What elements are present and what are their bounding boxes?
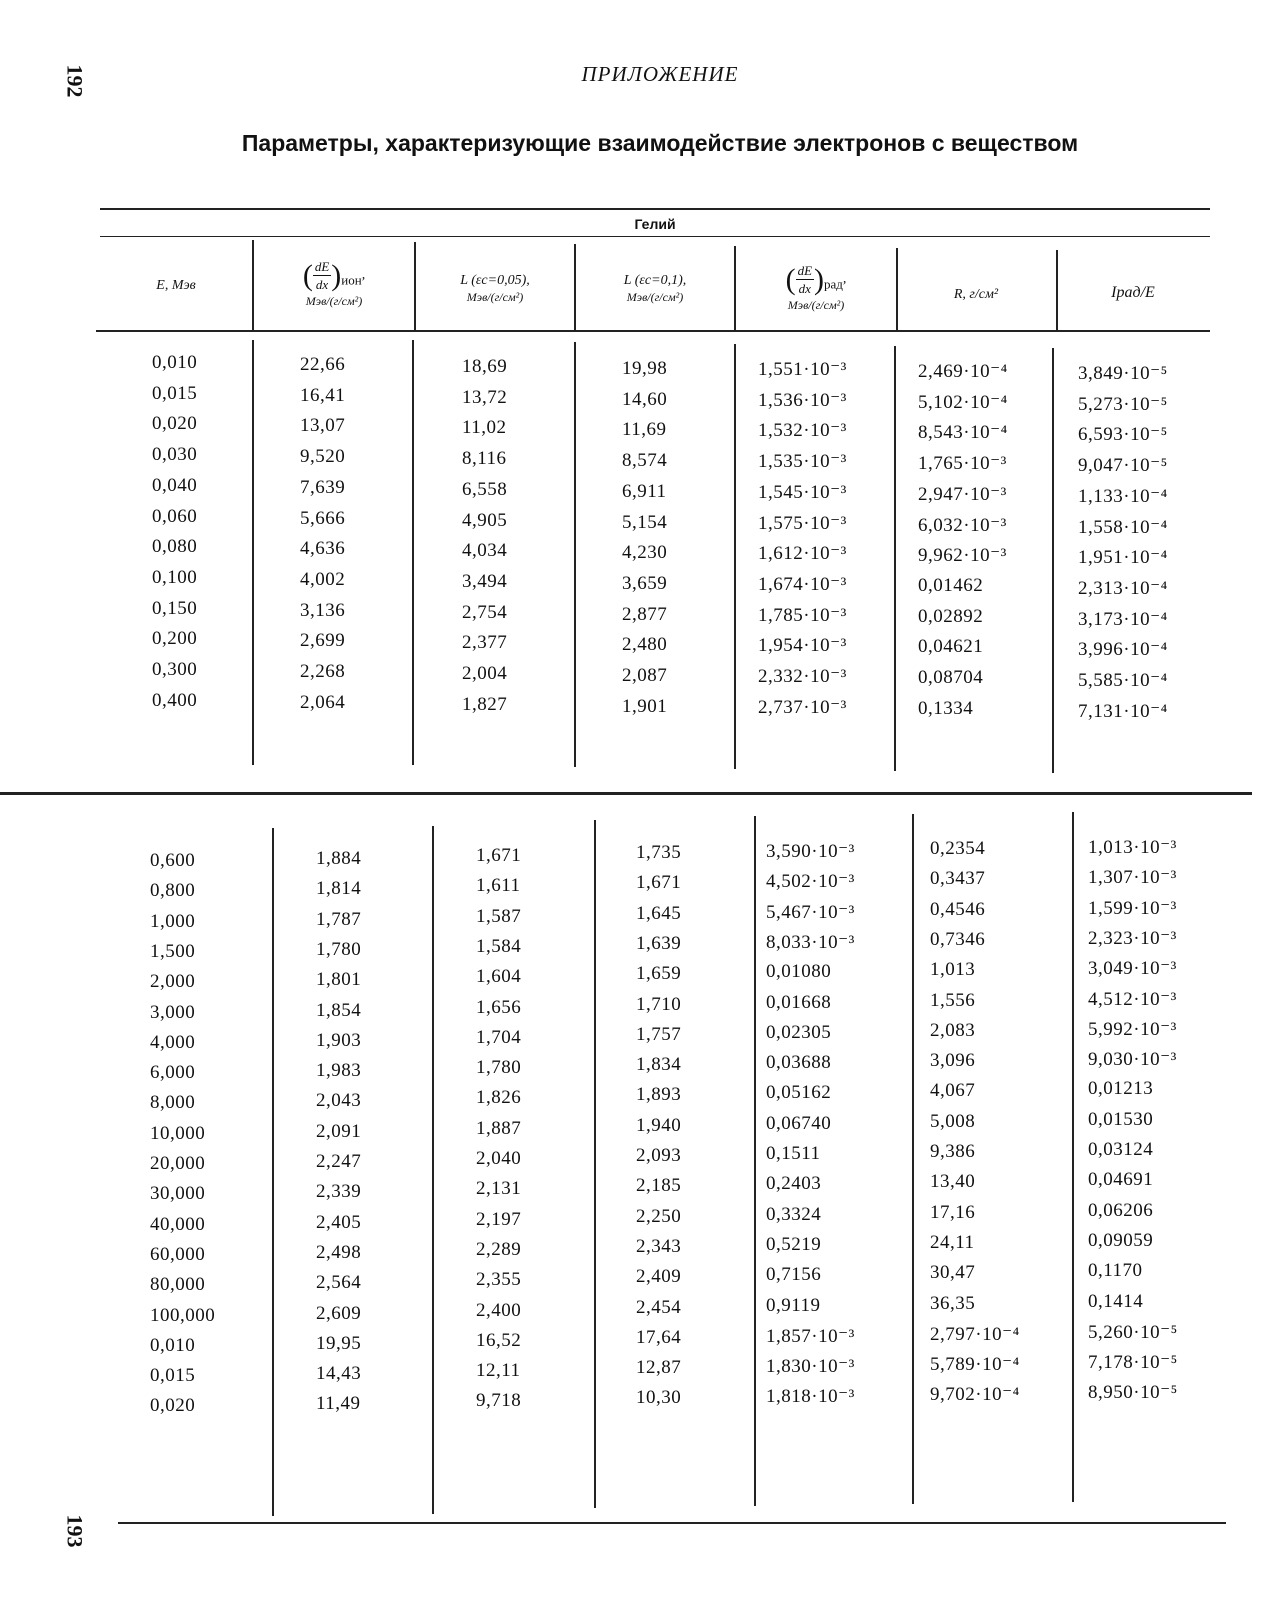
cell-energy: 60,000 (150, 1243, 206, 1265)
cell-l-01: 1,940 (636, 1114, 682, 1136)
cell-ionization-loss: 2,405 (316, 1211, 362, 1233)
cell-irad: 3,996·10⁻⁴ (1078, 639, 1168, 661)
cell-ionization-loss: 4,002 (300, 568, 346, 590)
cell-l-005: 1,704 (476, 1026, 522, 1048)
cell-ionization-loss: 1,787 (316, 908, 362, 930)
cell-range: 4,067 (930, 1080, 976, 1102)
cell-l-005: 1,671 (476, 845, 522, 866)
cell-l-01: 2,093 (636, 1145, 682, 1166)
col-sep (252, 340, 254, 765)
cell-l-005: 1,780 (476, 1057, 522, 1079)
col-sep (252, 240, 254, 330)
header-bottom-rule (96, 330, 1210, 332)
table-title: Параметры, характеризующие взаимодействие электронов с веществом (241, 130, 1079, 156)
table-top-rule (100, 208, 1210, 210)
cell-range: 2,469·10⁻⁴ (918, 361, 1008, 382)
col-sep (1072, 812, 1074, 1502)
cell-irad: 5,260·10⁻⁵ (1088, 1321, 1178, 1343)
cell-energy: 0,010 (152, 352, 198, 373)
cell-irad: 1,013·10⁻³ (1088, 837, 1177, 858)
cell-irad: 8,950·10⁻⁵ (1088, 1382, 1178, 1404)
header-radiation-loss: ( $\frac{dE}{dx}$ )рад, Мэв/(г/см²) (736, 262, 896, 314)
cell-ionization-loss: 4,636 (300, 538, 346, 560)
cell-range: 0,08704 (918, 667, 984, 688)
cell-ionization-loss: 5,666 (300, 507, 346, 529)
cell-range: 0,01462 (918, 574, 984, 596)
cell-irad: 0,04691 (1088, 1169, 1154, 1191)
cell-l-01: 14,60 (622, 388, 668, 410)
cell-l-01: 19,98 (622, 358, 668, 379)
l005-label: L (εc=0,05), (460, 273, 530, 288)
cell-ionization-loss: 2,043 (316, 1090, 362, 1112)
cell-l-01: 1,659 (636, 963, 682, 985)
cell-l-01: 4,230 (622, 542, 668, 564)
cell-ionization-loss: 13,07 (300, 415, 346, 437)
cell-l-01: 2,877 (622, 603, 668, 625)
cell-range: 9,962·10⁻³ (918, 545, 1007, 567)
cell-range: 0,02892 (918, 605, 984, 627)
cell-radiation-loss: 0,7156 (766, 1264, 822, 1286)
col-sep (574, 244, 576, 332)
cell-l-01: 2,250 (636, 1205, 682, 1227)
cell-l-01: 1,710 (636, 993, 682, 1015)
cell-energy: 0,020 (152, 413, 198, 435)
cell-energy: 4,000 (150, 1031, 196, 1053)
cell-energy: 0,030 (152, 444, 198, 466)
col-sep (594, 820, 596, 1508)
cell-ionization-loss: 1,983 (316, 1060, 362, 1082)
col-sep (1052, 348, 1054, 773)
cell-energy: 0,300 (152, 659, 198, 680)
cell-l-005: 8,116 (462, 448, 507, 470)
cell-l-01: 3,659 (622, 572, 668, 594)
col-sep (272, 828, 274, 1516)
cell-radiation-loss: 0,01080 (766, 961, 832, 983)
cell-radiation-loss: 1,830·10⁻³ (766, 1356, 855, 1378)
cell-l-005: 2,289 (476, 1238, 522, 1260)
cell-range: 13,40 (930, 1171, 976, 1193)
cell-energy: 40,000 (150, 1213, 206, 1235)
cell-l-005: 1,584 (476, 935, 522, 957)
cell-l-005: 9,718 (476, 1390, 522, 1412)
cell-radiation-loss: 1,785·10⁻³ (758, 604, 847, 626)
cell-l-005: 1,826 (476, 1087, 522, 1109)
cell-l-005: 2,197 (476, 1208, 522, 1230)
cell-radiation-loss: 8,033·10⁻³ (766, 931, 855, 953)
cell-irad: 0,1170 (1088, 1260, 1143, 1282)
cell-energy: 0,800 (150, 880, 196, 902)
cell-energy: 1,500 (150, 940, 196, 962)
cell-l-005: 13,72 (462, 386, 508, 408)
cell-l-01: 2,409 (636, 1266, 682, 1288)
cell-ionization-loss: 11,49 (316, 1393, 361, 1415)
cell-range: 0,3437 (930, 868, 986, 890)
cell-radiation-loss: 1,674·10⁻³ (758, 573, 847, 595)
cell-l-01: 17,64 (636, 1326, 682, 1348)
cell-range: 8,543·10⁻⁴ (918, 422, 1008, 444)
cell-energy: 0,060 (152, 505, 198, 527)
cell-energy: 30,000 (150, 1183, 206, 1205)
cell-l-005: 1,887 (476, 1117, 522, 1139)
cell-range: 9,386 (930, 1141, 976, 1162)
table-bottom-rule (118, 1522, 1226, 1524)
cell-ionization-loss: 2,339 (316, 1181, 362, 1203)
col-sep (414, 242, 416, 332)
cell-irad: 7,131·10⁻⁴ (1078, 700, 1168, 722)
cell-l-005: 4,034 (462, 540, 508, 562)
cell-irad: 5,585·10⁻⁴ (1078, 670, 1168, 691)
cell-range: 17,16 (930, 1201, 976, 1223)
cell-l-01: 1,671 (636, 872, 682, 894)
col-sep (1056, 250, 1058, 332)
l01-label: L (εc=0,1), (623, 273, 687, 288)
cell-range: 0,1334 (918, 697, 974, 719)
cell-irad: 9,047·10⁻⁵ (1078, 455, 1168, 477)
cell-l-01: 6,911 (622, 480, 667, 502)
cell-ionization-loss: 2,268 (300, 661, 346, 682)
header-energy: E, Мэв (156, 278, 196, 293)
cell-ionization-loss: 2,498 (316, 1241, 362, 1263)
cell-irad: 6,593·10⁻⁵ (1078, 424, 1168, 446)
cell-radiation-loss: 2,332·10⁻³ (758, 666, 847, 687)
cell-l-005: 16,52 (476, 1329, 522, 1351)
cell-l-005: 18,69 (462, 356, 508, 377)
cell-ionization-loss: 1,854 (316, 999, 362, 1021)
cell-radiation-loss: 1,612·10⁻³ (758, 543, 847, 565)
cell-l-01: 1,757 (636, 1023, 682, 1045)
cell-range: 2,797·10⁻⁴ (930, 1323, 1020, 1345)
cell-radiation-loss: 0,02305 (766, 1021, 832, 1043)
cell-energy: 0,150 (152, 597, 198, 619)
cell-l-005: 2,040 (476, 1148, 522, 1169)
cell-l-01: 1,639 (636, 932, 682, 954)
cell-radiation-loss: 1,532·10⁻³ (758, 420, 847, 442)
running-head: ПРИЛОЖЕНИЕ (581, 62, 739, 86)
cell-l-01: 8,574 (622, 450, 668, 472)
cell-irad: 1,133·10⁻⁴ (1078, 485, 1168, 507)
cell-energy: 6,000 (150, 1062, 196, 1084)
cell-energy: 0,015 (150, 1365, 196, 1387)
cell-ionization-loss: 7,639 (300, 476, 346, 498)
cell-irad: 3,849·10⁻⁵ (1078, 363, 1168, 384)
cell-radiation-loss: 3,590·10⁻³ (766, 841, 855, 862)
col-sep (894, 346, 896, 771)
ion-subscript: ион (341, 272, 362, 288)
col-sep (412, 340, 414, 765)
cell-irad: 5,273·10⁻⁵ (1078, 393, 1168, 415)
cell-radiation-loss: 0,01668 (766, 991, 832, 1013)
cell-irad: 9,030·10⁻³ (1088, 1049, 1177, 1071)
cell-ionization-loss: 1,814 (316, 878, 362, 900)
cell-energy: 0,020 (150, 1395, 196, 1417)
header-range: R, г/см² (953, 287, 999, 302)
cell-energy: 10,000 (150, 1122, 206, 1144)
cell-range: 0,7346 (930, 928, 986, 950)
cell-range: 24,11 (930, 1231, 975, 1253)
cell-radiation-loss: 0,05162 (766, 1082, 832, 1104)
cell-ionization-loss: 2,091 (316, 1120, 362, 1142)
cell-l-01: 2,185 (636, 1175, 682, 1197)
cell-radiation-loss: 0,9119 (766, 1294, 821, 1316)
cell-radiation-loss: 1,535·10⁻³ (758, 451, 847, 473)
cell-l-01: 12,87 (636, 1357, 682, 1379)
cell-radiation-loss: 0,2403 (766, 1173, 822, 1195)
cell-range: 9,702·10⁻⁴ (930, 1384, 1020, 1406)
cell-l-005: 3,494 (462, 570, 508, 592)
cell-radiation-loss: 0,03688 (766, 1052, 832, 1074)
col-sep (734, 246, 736, 332)
cell-energy: 0,040 (152, 474, 198, 496)
header-l-005 (416, 272, 574, 306)
cell-range: 2,083 (930, 1019, 976, 1041)
cell-radiation-loss: 2,737·10⁻³ (758, 696, 847, 718)
cell-energy: 0,080 (152, 536, 198, 558)
cell-l-01: 5,154 (622, 511, 668, 533)
l005-unit: Мэв/(г/см²) (466, 290, 524, 304)
ion-denominator: dx (315, 277, 329, 292)
cell-irad: 2,313·10⁻⁴ (1078, 577, 1168, 599)
header-l-01 (576, 272, 734, 306)
cell-irad: 0,03124 (1088, 1139, 1154, 1160)
cell-irad: 1,307·10⁻³ (1088, 867, 1177, 889)
cell-range: 0,2354 (930, 838, 986, 859)
cell-l-005: 1,587 (476, 905, 522, 927)
cell-radiation-loss: 0,5219 (766, 1233, 822, 1255)
cell-l-005: 11,02 (462, 417, 507, 439)
cell-l-005: 2,131 (476, 1178, 522, 1200)
cell-l-005: 1,827 (462, 693, 508, 715)
cell-energy: 100,000 (150, 1304, 216, 1326)
cell-l-01: 1,645 (636, 902, 682, 924)
cell-radiation-loss: 4,502·10⁻³ (766, 871, 855, 893)
cell-ionization-loss: 16,41 (300, 384, 346, 406)
cell-l-005: 2,754 (462, 601, 508, 623)
cell-radiation-loss: 1,857·10⁻³ (766, 1325, 855, 1347)
cell-l-005: 1,604 (476, 966, 522, 988)
cell-radiation-loss: 1,575·10⁻³ (758, 512, 847, 534)
group-rule (100, 236, 1210, 237)
cell-l-005: 6,558 (462, 478, 508, 500)
cell-l-005: 2,004 (462, 663, 508, 684)
cell-l-01: 2,087 (622, 665, 668, 686)
cell-range: 30,47 (930, 1262, 976, 1284)
cell-ionization-loss: 2,564 (316, 1272, 362, 1294)
cell-energy: 3,000 (150, 1001, 196, 1023)
cell-ionization-loss: 1,903 (316, 1029, 362, 1051)
cell-l-01: 10,30 (636, 1387, 682, 1409)
cell-energy: 0,600 (150, 850, 196, 871)
cell-range: 1,556 (930, 989, 976, 1011)
cell-l-01: 2,480 (622, 634, 668, 656)
cell-ionization-loss: 3,136 (300, 599, 346, 621)
col-sep (432, 826, 434, 1514)
cell-irad: 0,1414 (1088, 1290, 1144, 1312)
cell-energy: 8,000 (150, 1092, 196, 1114)
rad-unit: Мэв/(г/см²) (787, 298, 845, 312)
cell-energy: 0,400 (152, 689, 198, 711)
cell-l-005: 1,611 (476, 875, 521, 897)
cell-energy: 1,000 (150, 910, 196, 932)
cell-radiation-loss: 1,551·10⁻³ (758, 359, 847, 380)
cell-ionization-loss: 19,95 (316, 1332, 362, 1354)
cell-ionization-loss: 1,884 (316, 848, 362, 869)
header-ionization-loss: ( $\frac{dE}{dx}$ )ион, Мэв/(г/см²) (254, 258, 414, 310)
rad-numerator: dE (797, 263, 813, 278)
cell-energy: 0,010 (150, 1334, 196, 1356)
cell-ionization-loss: 9,520 (300, 446, 346, 468)
cell-radiation-loss: 1,818·10⁻³ (766, 1386, 855, 1408)
cell-energy: 0,200 (152, 628, 198, 650)
cell-radiation-loss: 0,1511 (766, 1143, 821, 1164)
cell-range: 5,102·10⁻⁴ (918, 391, 1008, 413)
cell-irad: 0,01213 (1088, 1078, 1154, 1100)
ion-numerator: dE (314, 259, 330, 274)
cell-irad: 0,06206 (1088, 1199, 1154, 1221)
cell-ionization-loss: 1,780 (316, 938, 362, 960)
col-sep (754, 816, 756, 1506)
cell-l-005: 2,377 (462, 632, 508, 654)
cell-irad: 1,558·10⁻⁴ (1078, 516, 1168, 538)
cell-ionization-loss: 2,247 (316, 1151, 362, 1172)
cell-radiation-loss: 1,545·10⁻³ (758, 481, 847, 503)
cell-irad: 7,178·10⁻⁵ (1088, 1352, 1178, 1374)
cell-l-01: 1,901 (622, 695, 668, 717)
cell-radiation-loss: 0,06740 (766, 1112, 832, 1134)
cell-l-01: 2,343 (636, 1235, 682, 1257)
cell-energy: 0,015 (152, 382, 198, 404)
cell-irad: 5,992·10⁻³ (1088, 1018, 1177, 1040)
cell-range: 6,032·10⁻³ (918, 514, 1007, 536)
cell-irad: 0,01530 (1088, 1108, 1154, 1130)
cell-l-01: 1,834 (636, 1054, 682, 1076)
cell-range: 5,008 (930, 1110, 976, 1132)
cell-radiation-loss: 0,3324 (766, 1203, 822, 1225)
cell-irad: 3,173·10⁻⁴ (1078, 608, 1168, 630)
cell-irad: 1,599·10⁻³ (1088, 897, 1177, 919)
cell-ionization-loss: 2,064 (300, 691, 346, 713)
col-sep (574, 342, 576, 767)
cell-l-01: 1,735 (636, 842, 682, 863)
cell-energy: 0,100 (152, 566, 198, 588)
cell-l-01: 2,454 (636, 1296, 682, 1318)
cell-ionization-loss: 14,43 (316, 1363, 362, 1385)
cell-energy: 20,000 (150, 1153, 206, 1174)
cell-ionization-loss: 1,801 (316, 969, 362, 991)
cell-radiation-loss: 5,467·10⁻³ (766, 901, 855, 923)
page-break-rule (0, 792, 1252, 795)
ion-unit: Мэв/(г/см²) (305, 294, 363, 308)
cell-energy: 80,000 (150, 1274, 206, 1296)
cell-l-005: 1,656 (476, 996, 522, 1018)
cell-ionization-loss: 22,66 (300, 354, 346, 375)
cell-irad: 0,09059 (1088, 1229, 1154, 1251)
cell-range: 0,04621 (918, 636, 984, 658)
cell-l-005: 4,905 (462, 509, 508, 531)
cell-energy: 2,000 (150, 971, 196, 993)
cell-irad: 1,951·10⁻⁴ (1078, 547, 1168, 569)
col-sep (734, 344, 736, 769)
l01-unit: Мэв/(г/см²) (626, 290, 684, 304)
col-sep (912, 814, 914, 1504)
cell-l-005: 2,400 (476, 1299, 522, 1321)
page-number-top: 192 (62, 64, 88, 98)
header-irad: Iрад/E (1111, 284, 1155, 301)
cell-irad: 3,049·10⁻³ (1088, 958, 1177, 980)
cell-range: 3,096 (930, 1050, 976, 1072)
rad-denominator: dx (798, 281, 811, 296)
cell-irad: 2,323·10⁻³ (1088, 927, 1177, 949)
cell-radiation-loss: 1,954·10⁻³ (758, 635, 847, 657)
cell-range: 1,013 (930, 959, 976, 981)
cell-range: 36,35 (930, 1292, 976, 1314)
group-label-helium: Гелий (634, 216, 676, 232)
cell-l-01: 1,893 (636, 1084, 682, 1106)
cell-range: 0,4546 (930, 898, 986, 920)
cell-ionization-loss: 2,609 (316, 1302, 362, 1324)
page-number-bottom: 193 (62, 1514, 88, 1548)
cell-l-005: 2,355 (476, 1269, 522, 1291)
cell-l-005: 12,11 (476, 1360, 521, 1382)
cell-irad: 4,512·10⁻³ (1088, 988, 1177, 1010)
cell-range: 1,765·10⁻³ (918, 453, 1007, 475)
cell-ionization-loss: 2,699 (300, 630, 346, 652)
col-sep (896, 248, 898, 332)
rad-subscript: рад (824, 276, 843, 292)
cell-range: 5,789·10⁻⁴ (930, 1354, 1020, 1376)
cell-l-01: 11,69 (622, 419, 667, 441)
cell-range: 2,947·10⁻³ (918, 483, 1007, 505)
cell-radiation-loss: 1,536·10⁻³ (758, 389, 847, 411)
